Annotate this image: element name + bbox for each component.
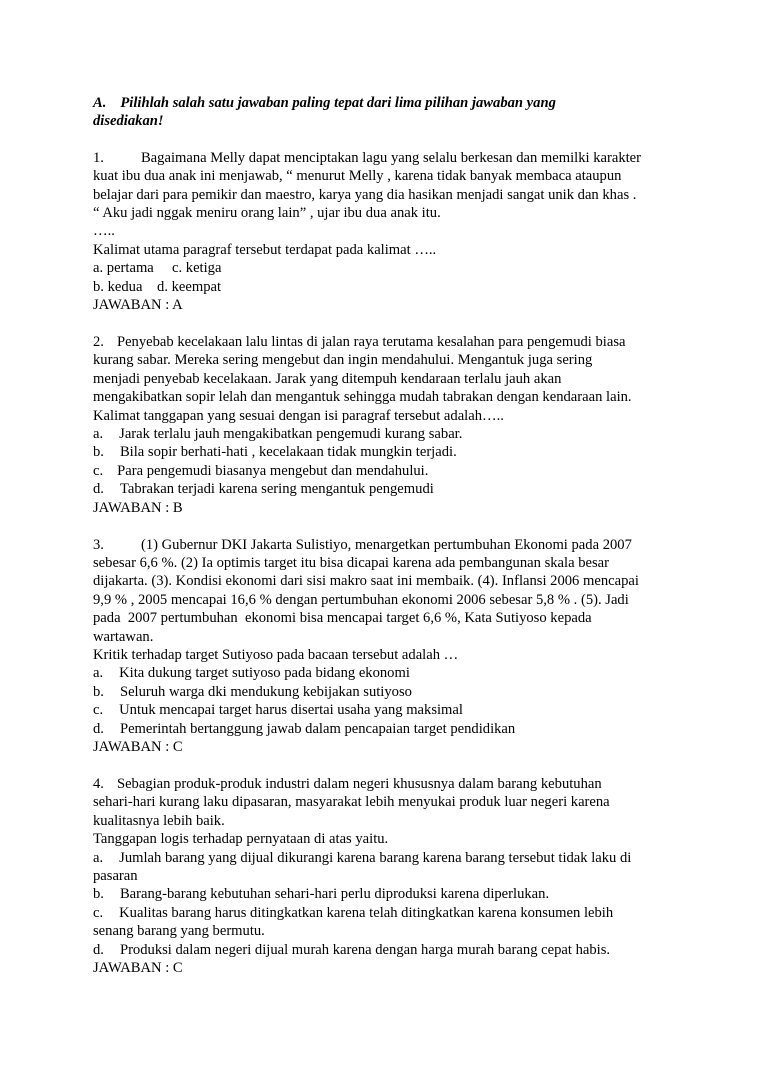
- option-text: Para pengemudi biasanya mengebut dan mendahului.: [117, 462, 429, 479]
- question-text: Penyebab kecelakaan lalu lintas di jalan raya terutama kesalahan para pengemudi biasa: [116, 333, 626, 350]
- option-d: [93, 480, 683, 498]
- question-text: menjadi penyebab kecelakaan. Jarak yang ditempuh kendaraan terlalu jauh akan: [93, 370, 562, 387]
- question-number: 3.: [93, 536, 104, 553]
- option-label: b.: [93, 683, 104, 700]
- question-prompt: Kritik terhadap target Sutiyoso pada bacaan tersebut adalah …: [93, 646, 459, 663]
- ellipsis-line: …..: [93, 223, 115, 240]
- option-a: [93, 425, 683, 443]
- question-text: sebesar 6,6 %. (2) Ia optimis target itu bisa dicapai karena ada pembangunan skala besar: [93, 554, 609, 571]
- option-text: pasaran: [93, 867, 138, 884]
- question-text: kuat ibu dua anak ini menjawab, “ menurut Melly , karena tidak banyak membaca ataupun: [93, 168, 622, 185]
- section-instruction: [93, 94, 683, 131]
- question-prompt: Kalimat utama paragraf tersebut terdapat pada kalimat …..: [93, 241, 437, 258]
- question-1: [93, 149, 683, 315]
- option-text: Seluruh warga dki mendukung kebijakan sutiyoso: [119, 683, 412, 700]
- option-label: d.: [93, 481, 104, 498]
- option-text: Untuk mencapai target harus disertai usaha yang maksimal: [119, 702, 463, 719]
- answer-key: JAWABAN : B: [93, 499, 183, 516]
- options-line: a. pertama c. ketiga: [93, 260, 222, 277]
- option-label: a.: [93, 849, 104, 866]
- instruction-text: Pilihlah salah satu jawaban paling tepat dari lima pilihan jawaban yang: [120, 95, 556, 111]
- option-label: a.: [93, 665, 104, 682]
- options-line: b. kedua d. keempat: [93, 278, 222, 295]
- option-d: [93, 941, 683, 959]
- question-text: mengakibatkan sopir lelah dan mengantuk sehingga mudah tabrakan dengan kendaraan lain.: [93, 389, 632, 406]
- question-text: Sebagian produk-produk industri dalam negeri khususnya dalam barang kebutuhan: [116, 775, 602, 792]
- option-text: Pemerintah bertanggung jawab dalam pencapaian target pendidikan: [119, 720, 516, 737]
- answer-key: JAWABAN : A: [93, 297, 183, 314]
- option-label: c.: [93, 904, 104, 921]
- option-b: [93, 683, 683, 701]
- option-c: [93, 701, 683, 719]
- option-text: Kualitas barang harus ditingkatkan karena telah ditingkatkan karena konsumen lebih: [119, 904, 614, 921]
- option-label: c.: [93, 462, 104, 479]
- option-text: Jumlah barang yang dijual dikurangi karena barang karena barang tersebut tidak laku di: [119, 849, 632, 866]
- question-text: wartawan.: [93, 628, 154, 645]
- option-text: Tabrakan terjadi karena sering mengantuk pengemudi: [119, 481, 434, 498]
- question-number: 1.: [93, 149, 104, 166]
- option-label: a.: [93, 426, 104, 442]
- option-text: Produksi dalam negeri dijual murah karena dengan harga murah barang cepat habis.: [119, 941, 611, 958]
- question-text: kurang sabar. Mereka sering mengebut dan ingin mendahului. Mengantuk juga sering: [93, 352, 593, 369]
- question-number: 2.: [93, 333, 104, 350]
- option-text: senang barang yang bermutu.: [93, 923, 265, 940]
- question-3: [93, 536, 683, 757]
- option-label: d.: [93, 720, 104, 737]
- question-prompt: Kalimat tanggapan yang sesuai dengan isi paragraf tersebut adalah…..: [93, 407, 504, 424]
- option-c: [93, 904, 683, 922]
- question-text: kualitasnya lebih baik.: [93, 812, 225, 829]
- option-label: b.: [93, 886, 104, 903]
- question-prompt: Tanggapan logis terhadap pernyataan di atas yaitu.: [93, 831, 389, 848]
- question-text: 9,9 % , 2005 mencapai 16,6 % dengan pertumbuhan ekonomi 2006 sebesar 5,8 % . (5). Jadi: [93, 591, 629, 608]
- instruction-text-2: disediakan!: [93, 113, 164, 130]
- question-4: [93, 775, 683, 977]
- option-text: Kita dukung target sutiyoso pada bidang ekonomi: [119, 665, 410, 682]
- question-text: “ Aku jadi nggak meniru orang lain” , ujar ibu dua anak itu.: [93, 205, 441, 222]
- option-c: [93, 462, 683, 480]
- question-text: sehari-hari kurang laku dipasaran, masyarakat lebih menyukai produk luar negeri karena: [93, 794, 610, 811]
- answer-key: JAWABAN : C: [93, 959, 183, 976]
- option-b: [93, 443, 683, 461]
- document-body: [93, 94, 683, 996]
- option-label: d.: [93, 941, 104, 958]
- option-a: [93, 664, 683, 682]
- option-text: Bila sopir berhati-hati , kecelakaan tidak mungkin terjadi.: [119, 444, 457, 461]
- question-text: (1) Gubernur DKI Jakarta Sulistiyo, menargetkan pertumbuhan Ekonomi pada 2007: [140, 536, 632, 553]
- option-label: c.: [93, 702, 104, 719]
- answer-key: JAWABAN : C: [93, 739, 183, 755]
- question-text: dijakarta. (3). Kondisi ekonomi dari sisi makro saat ini membaik. (4). Inflansi 2006 mencapai: [93, 573, 639, 590]
- option-b: [93, 885, 683, 903]
- question-2: [93, 333, 683, 517]
- question-text: Bagaimana Melly dapat menciptakan lagu yang selalu berkesan dan memilki karakter: [140, 149, 642, 166]
- section-label: A.: [93, 95, 107, 111]
- option-text: Barang-barang kebutuhan sehari-hari perlu diproduksi karena diperlukan.: [119, 886, 550, 903]
- option-label: b.: [93, 444, 104, 461]
- question-text: pada 2007 pertumbuhan ekonomi bisa mencapai target 6,6 %, Kata Sutiyoso kepada: [93, 610, 592, 627]
- question-text: belajar dari para pemikir dan maestro, karya yang dia hasikan menjadi sangat unik dan khas .: [93, 186, 637, 203]
- option-d: [93, 720, 683, 738]
- option-text: Jarak terlalu jauh mengakibatkan pengemudi kurang sabar.: [119, 426, 463, 442]
- question-number: 4.: [93, 775, 104, 792]
- option-a: [93, 849, 683, 867]
